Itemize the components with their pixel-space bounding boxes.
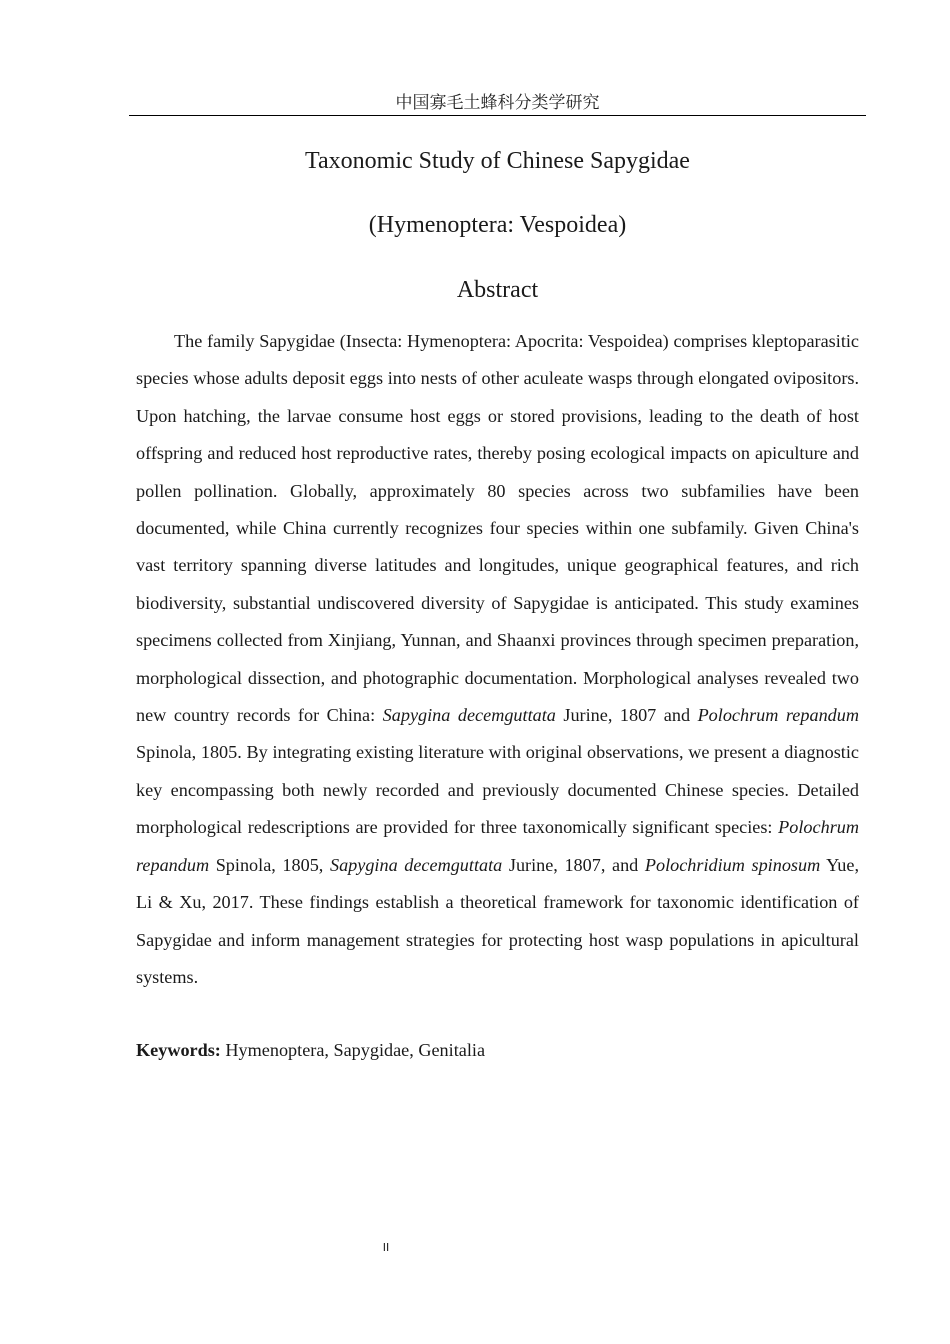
abstract-text-segment: Jurine, 1807 and	[555, 705, 698, 726]
species-name: Sapygina decemguttata	[382, 705, 556, 726]
species-name: Polochrum repandum	[697, 705, 859, 726]
abstract-text	[136, 323, 859, 996]
running-title: 中国寡毛土蜂科分类学研究	[395, 93, 600, 113]
keywords-label: Keywords:	[136, 1040, 221, 1060]
keywords-value: Hymenoptera, Sapygidae, Genitalia	[220, 1040, 486, 1060]
abstract-heading: Abstract	[456, 277, 539, 303]
species-name: Polochridium spinosum	[644, 854, 821, 875]
species-name: Polochrum repandum	[136, 817, 859, 875]
paper-title: Taxonomic Study of Chinese Sapygidae	[305, 148, 690, 174]
running-header	[129, 91, 866, 116]
keywords	[136, 1036, 859, 1064]
abstract-text-segment: Spinola, 1805. By integrating existing literature with original observations, we present a diagnostic key encompassing both newly recorded and previously documented Chinese species. Detailed morphological redescriptions are provided for three taxonomically significant species:	[136, 742, 859, 838]
abstract-text-segment: Yue, Li & Xu, 2017. These findings establish a theoretical framework for taxonomic identification of Sapygidae and inform management strategies for protecting host wasp populations in apicultural systems.	[136, 854, 860, 987]
page-number: II	[382, 1241, 390, 1254]
species-name: Sapygina decemguttata	[329, 854, 503, 875]
abstract-text-segment: Spinola, 1805,	[209, 854, 330, 875]
paper-subtitle: (Hymenoptera: Vespoidea)	[368, 212, 627, 238]
abstract-text-segment: Jurine, 1807, and	[502, 854, 645, 875]
abstract-text-segment: The family Sapygidae (Insecta: Hymenoptera: Apocrita: Vespoidea) comprises kleptoparasitic species whose adults deposit eggs into nests of other aculeate wasps through elongated ovipositors. Upon hatching, the larvae consume host eggs or stored provisions, leading to the death of host offspring and reduced host reproductive rates, thereby posing ecological impacts on apiculture and pollen pollination. Globally, approximately 80 species across two subfamilies have been documented, while China currently recognizes four species within one subfamily. Given China's vast territory spanning diverse latitudes and longitudes, unique geographical features, and rich biodiversity, substantial undiscovered diversity of Sapygidae is anticipated. This study examines specimens collected from Xinjiang, Yunnan, and Shaanxi provinces through specimen preparation, morphological dissection, and photographic documentation. Morphological analyses revealed two new country records for China:	[136, 331, 859, 726]
